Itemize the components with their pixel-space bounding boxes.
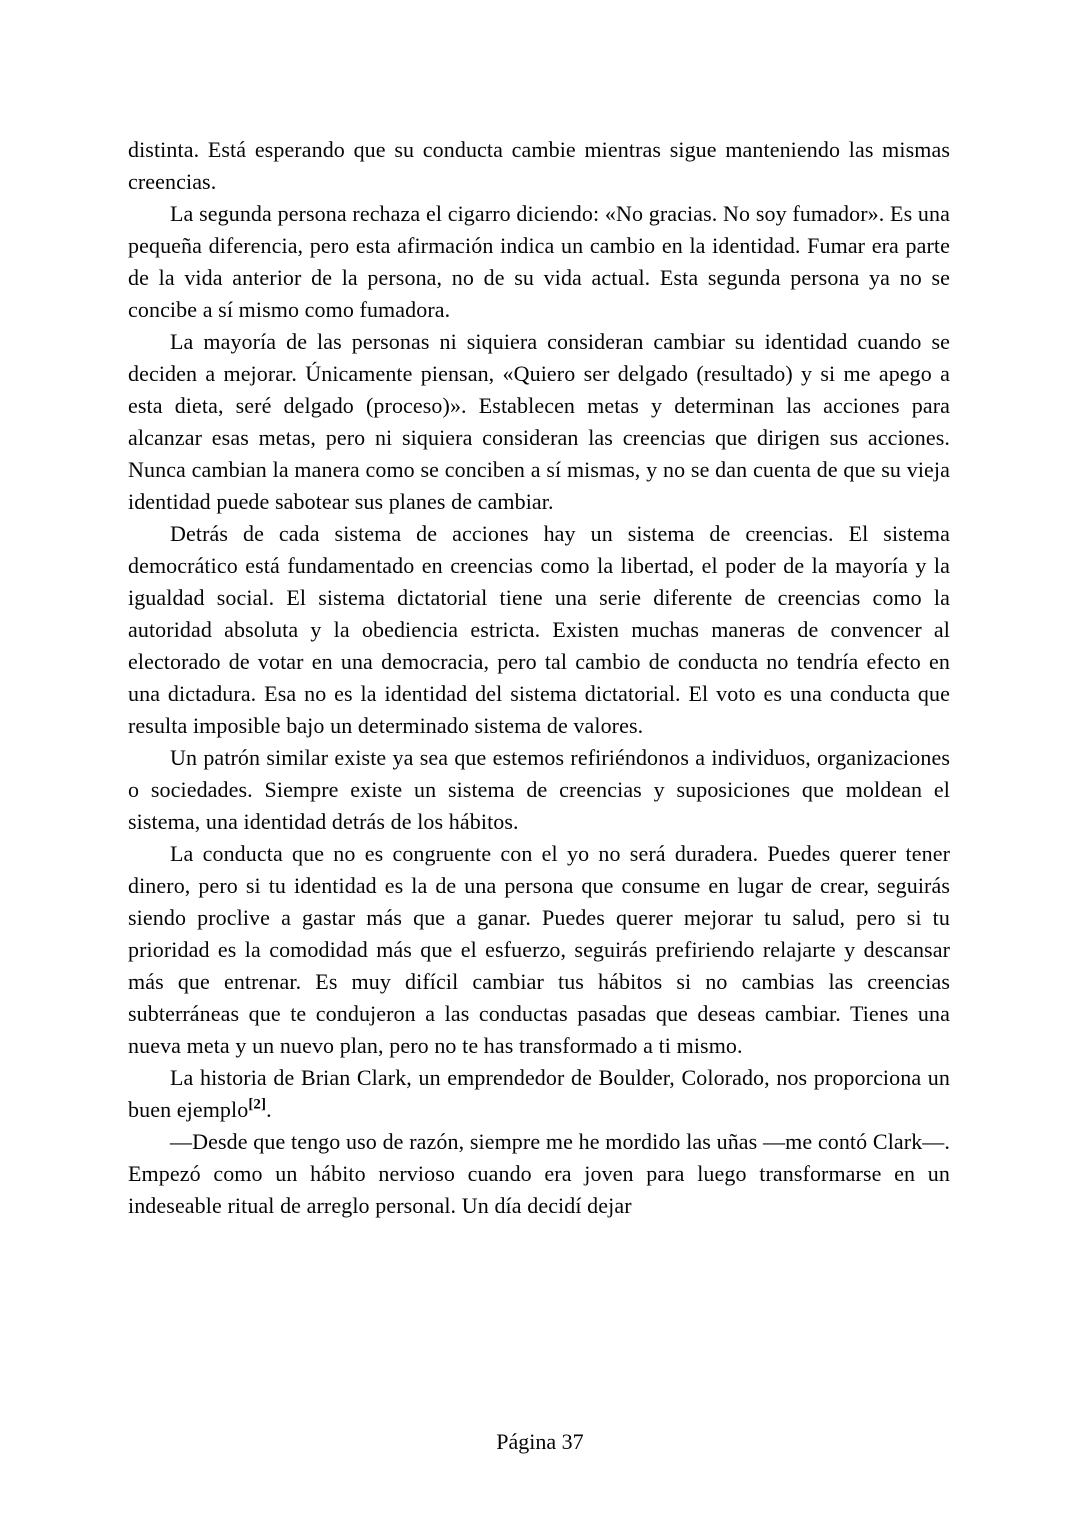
paragraph: La mayoría de las personas ni siquiera consideran cambiar su identidad cuando se deciden a mejorar. Únicamente piensan, «Quiero ser delgado (resultado) y si me apego a esta dieta, seré delgado (proceso)». Establecen metas y determinan las acciones para alcanzar esas metas, pero ni siquiera consideran las creencias que dirigen sus acciones. Nunca cambian la manera como se conciben a sí mismas, y no se dan cuenta de que su vieja identidad puede sabotear sus planes de cambiar. — [128, 329, 950, 514]
paragraph-text: . — [266, 1097, 272, 1122]
paragraph: Un patrón similar existe ya sea que estemos refiriéndonos a individuos, organizaciones o sociedades. Siempre existe un sistema de creencias y suposiciones que moldean el sistema, una identidad detrás de los hábitos. — [128, 745, 950, 834]
paragraph-text: La historia de Brian Clark, un emprendedor de Boulder, Colorado, nos proporciona un buen ejemplo — [128, 1065, 950, 1122]
paragraph: distinta. Está esperando que su conducta cambie mientras sigue manteniendo las mismas creencias. — [128, 137, 950, 194]
paragraph: Detrás de cada sistema de acciones hay un sistema de creencias. El sistema democrático está fundamentado en creencias como la libertad, el poder de la mayoría y la igualdad social. El sistema dictatorial tiene una serie diferente de creencias como la autoridad absoluta y la obediencia estricta. Existen muchas maneras de convencer al electorado de votar en una democracia, pero tal cambio de conducta no tendría efecto en una dictadura. Esa no es la identidad del sistema dictatorial. El voto es una conducta que resulta imposible bajo un determinado sistema de valores. — [128, 521, 950, 738]
paragraph — [128, 1062, 950, 1126]
page-content — [128, 134, 950, 1222]
page-number: Página 37 — [496, 1429, 584, 1454]
paragraph: La segunda persona rechaza el cigarro diciendo: «No gracias. No soy fumador». Es una pequeña diferencia, pero esta afirmación indica un cambio en la identidad. Fumar era parte de la vida anterior de la persona, no de su vida actual. Esta segunda persona ya no se concibe a sí mismo como fumadora. — [128, 201, 950, 322]
footnote-ref-link[interactable]: [2] — [248, 1096, 267, 1113]
paragraph: —Desde que tengo uso de razón, siempre me he mordido las uñas —me contó Clark—. Empezó como un hábito nervioso cuando era joven para luego transformarse en un indeseable ritual de arreglo personal. Un día decidí dejar — [128, 1129, 950, 1218]
paragraph: La conducta que no es congruente con el yo no será duradera. Puedes querer tener dinero, pero si tu identidad es la de una persona que consume en lugar de crear, seguirás siendo proclive a gastar más que a ganar. Puedes querer mejorar tu salud, pero si tu prioridad es la comodidad más que el esfuerzo, seguirás prefiriendo relajarte y descansar más que entrenar. Es muy difícil cambiar tus hábitos si no cambias las creencias subterráneas que te condujeron a las conductas pasadas que deseas cambiar. Tienes una nueva meta y un nuevo plan, pero no te has transformado a ti mismo. — [128, 841, 950, 1058]
